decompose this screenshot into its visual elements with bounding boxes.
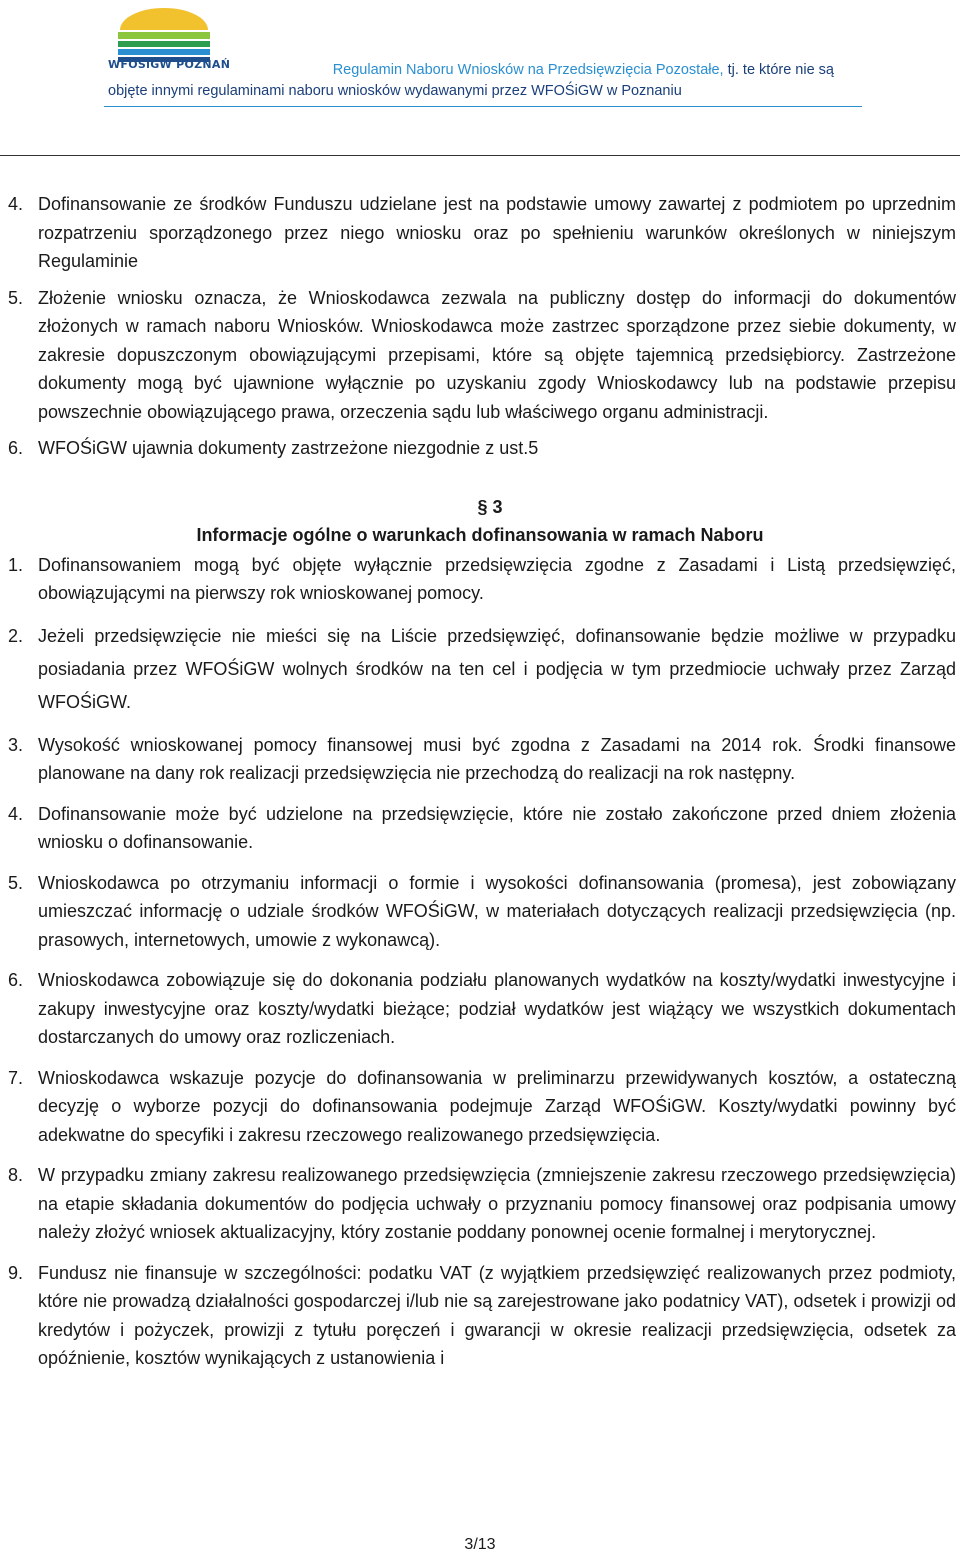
item-number: 2. (8, 625, 24, 646)
item-number: 8. (8, 1165, 24, 1185)
list-item (0, 434, 960, 463)
header-title-part2: tj. te które nie są (727, 62, 834, 78)
logo-text: WFOŚiGW POZNAŃ (108, 58, 231, 71)
item-text: Jeżeli przedsięwzięcie nie mieści się na Liście przedsięwzięć, dofinansowanie będzie możliwe w przypadku posiadania przez WFOŚiGW wolnych środków na ten cel i podjęcia w tym przedmiocie uchwały przez Zarząd WFOŚiGW. (38, 625, 956, 712)
header-title-part1: Regulamin Naboru Wniosków na Przedsięwzięcia Pozostałe, (332, 62, 728, 78)
item-text: Wysokość wnioskowanej pomocy finansowej musi być zgodna z Zasadami na 2014 rok. Środki finansowe planowane na dany rok realizacji przedsięwzięcia nie przechodzą do realizacji na rok następny. (38, 734, 956, 783)
item-text: Dofinansowanie może być udzielone na przedsięwzięcie, które nie zostało zakończone przed dniem złożenia wniosku o dofinansowanie. (38, 803, 956, 852)
item-number: 6. (8, 970, 24, 990)
page-number: 3/13 (464, 1536, 496, 1553)
page-divider (0, 155, 960, 156)
item-text: Wnioskodawca wskazuje pozycje do dofinansowania w preliminarzu przewidywanych kosztów, a ostateczną decyzję o wyborze pozycji do dofinansowania podejmuje Zarząd WFOŚiGW. Koszty/wydatki powinny być adekwatne do specyfiki i zakresu rzeczowego realizowanego przedsięwzięcia. (38, 1067, 956, 1145)
section-number: § 3 (477, 496, 503, 517)
list-item (0, 869, 960, 955)
section-title: Informacje ogólne o warunkach dofinansowania w ramach Naboru (196, 524, 764, 545)
item-number: 9. (8, 1262, 24, 1283)
list-item (0, 284, 960, 427)
header-divider (104, 106, 862, 107)
item-text: W przypadku zmiany zakresu realizowanego przedsięwzięcia (zmniejszenie zakresu rzeczowego przedsięwzięcia) na etapie składania dokumentów do podjęcia uchwały o przyznaniu pomocy finansowej oraz podpisania umowy należy złożyć wniosek aktualizacyjny, który zostanie poddany ponownej ocenie formalnej i merytorycznej. (38, 1165, 956, 1242)
list-item (0, 1064, 960, 1150)
item-number: 5. (8, 287, 24, 308)
item-text: Dofinansowaniem mogą być objęte wyłącznie przedsięwzięcia zgodne z Zasadami i Listą przedsięwzięć, obowiązującymi na pierwszy rok wnioskowanej pomocy. (38, 554, 956, 603)
list-item (0, 1259, 960, 1373)
list-item (0, 190, 960, 276)
item-number: 4. (8, 803, 24, 824)
list-item (0, 620, 960, 719)
item-text: Fundusz nie finansuje w szczególności: podatku VAT (z wyjątkiem przedsięwzięć realizowanych przez podmioty, które nie prowadzą działalności gospodarczej i/lub nie są zarejestrowane jako podatnicy VAT), odsetek i prowizji od kredytów i pożyczek, prowizji z tytułu poręczeń i gwarancji w okresie realizacji przedsięwzięcia, odsetek za opóźnienie, kosztów wynikających z ustanowienia i (38, 1262, 956, 1368)
item-number: 3. (8, 734, 24, 755)
item-text: Dofinansowanie ze środków Funduszu udzielane jest na podstawie umowy zawartej z podmiotem po uprzednim rozpatrzeniu sporządzonego przez niego wniosku oraz po spełnieniu warunków określonych w niniejszym Regulaminie (38, 194, 956, 271)
item-number: 6. (8, 438, 24, 458)
list-item (0, 1161, 960, 1247)
list-item (0, 966, 960, 1052)
header-title-line1 (333, 62, 834, 78)
header-title-line2: objęte innymi regulaminami naboru wniosków wydawanymi przez WFOŚiGW w Poznaniu (108, 83, 682, 99)
page-header (0, 0, 960, 110)
list-item (0, 731, 960, 788)
document-body (0, 190, 960, 1373)
item-text: Wnioskodawca po otrzymaniu informacji o formie i wysokości dofinansowania (promesa), jest zobowiązany umieszczać informację o udziale środków WFOŚiGW, w materiałach dotyczących realizacji przedsięwzięcia (np. prasowych, internetowych, umowie z wykonawcą). (38, 872, 956, 950)
list-item (0, 800, 960, 857)
list-item (0, 551, 960, 608)
item-number: 1. (8, 554, 24, 575)
item-number: 4. (8, 194, 24, 214)
item-number: 5. (8, 872, 24, 893)
item-text: Wnioskodawca zobowiązuje się do dokonania podziału planowanych wydatków na koszty/wydatki inwestycyjne i zakupy inwestycyjne oraz koszty/wydatki bieżące; podział wydatków jest wiążący we wszystkich dokumentach dostarczanych do umowy oraz rozliczeniach. (38, 970, 956, 1047)
item-text: WFOŚiGW ujawnia dokumenty zastrzeżone niezgodnie z ust.5 (38, 438, 539, 458)
item-text: Złożenie wniosku oznacza, że Wnioskodawca zezwala na publiczny dostęp do informacji do dokumentów złożonych w ramach naboru Wniosków. Wnioskodawca może zastrzec sporządzone przez siebie dokumenty, w zakresie dopuszczonym obowiązującymi przepisami, które są objęte tajemnicą przedsiębiorcy. Zastrzeżone dokumenty mogą być ujawnione wyłącznie po uzyskaniu zgody Wnioskodawcy lub na podstawie przepisu powszechnie obowiązującego prawa, orzeczenia sądu lub właściwego organu administracji. (38, 287, 956, 422)
item-number: 7. (8, 1067, 24, 1088)
